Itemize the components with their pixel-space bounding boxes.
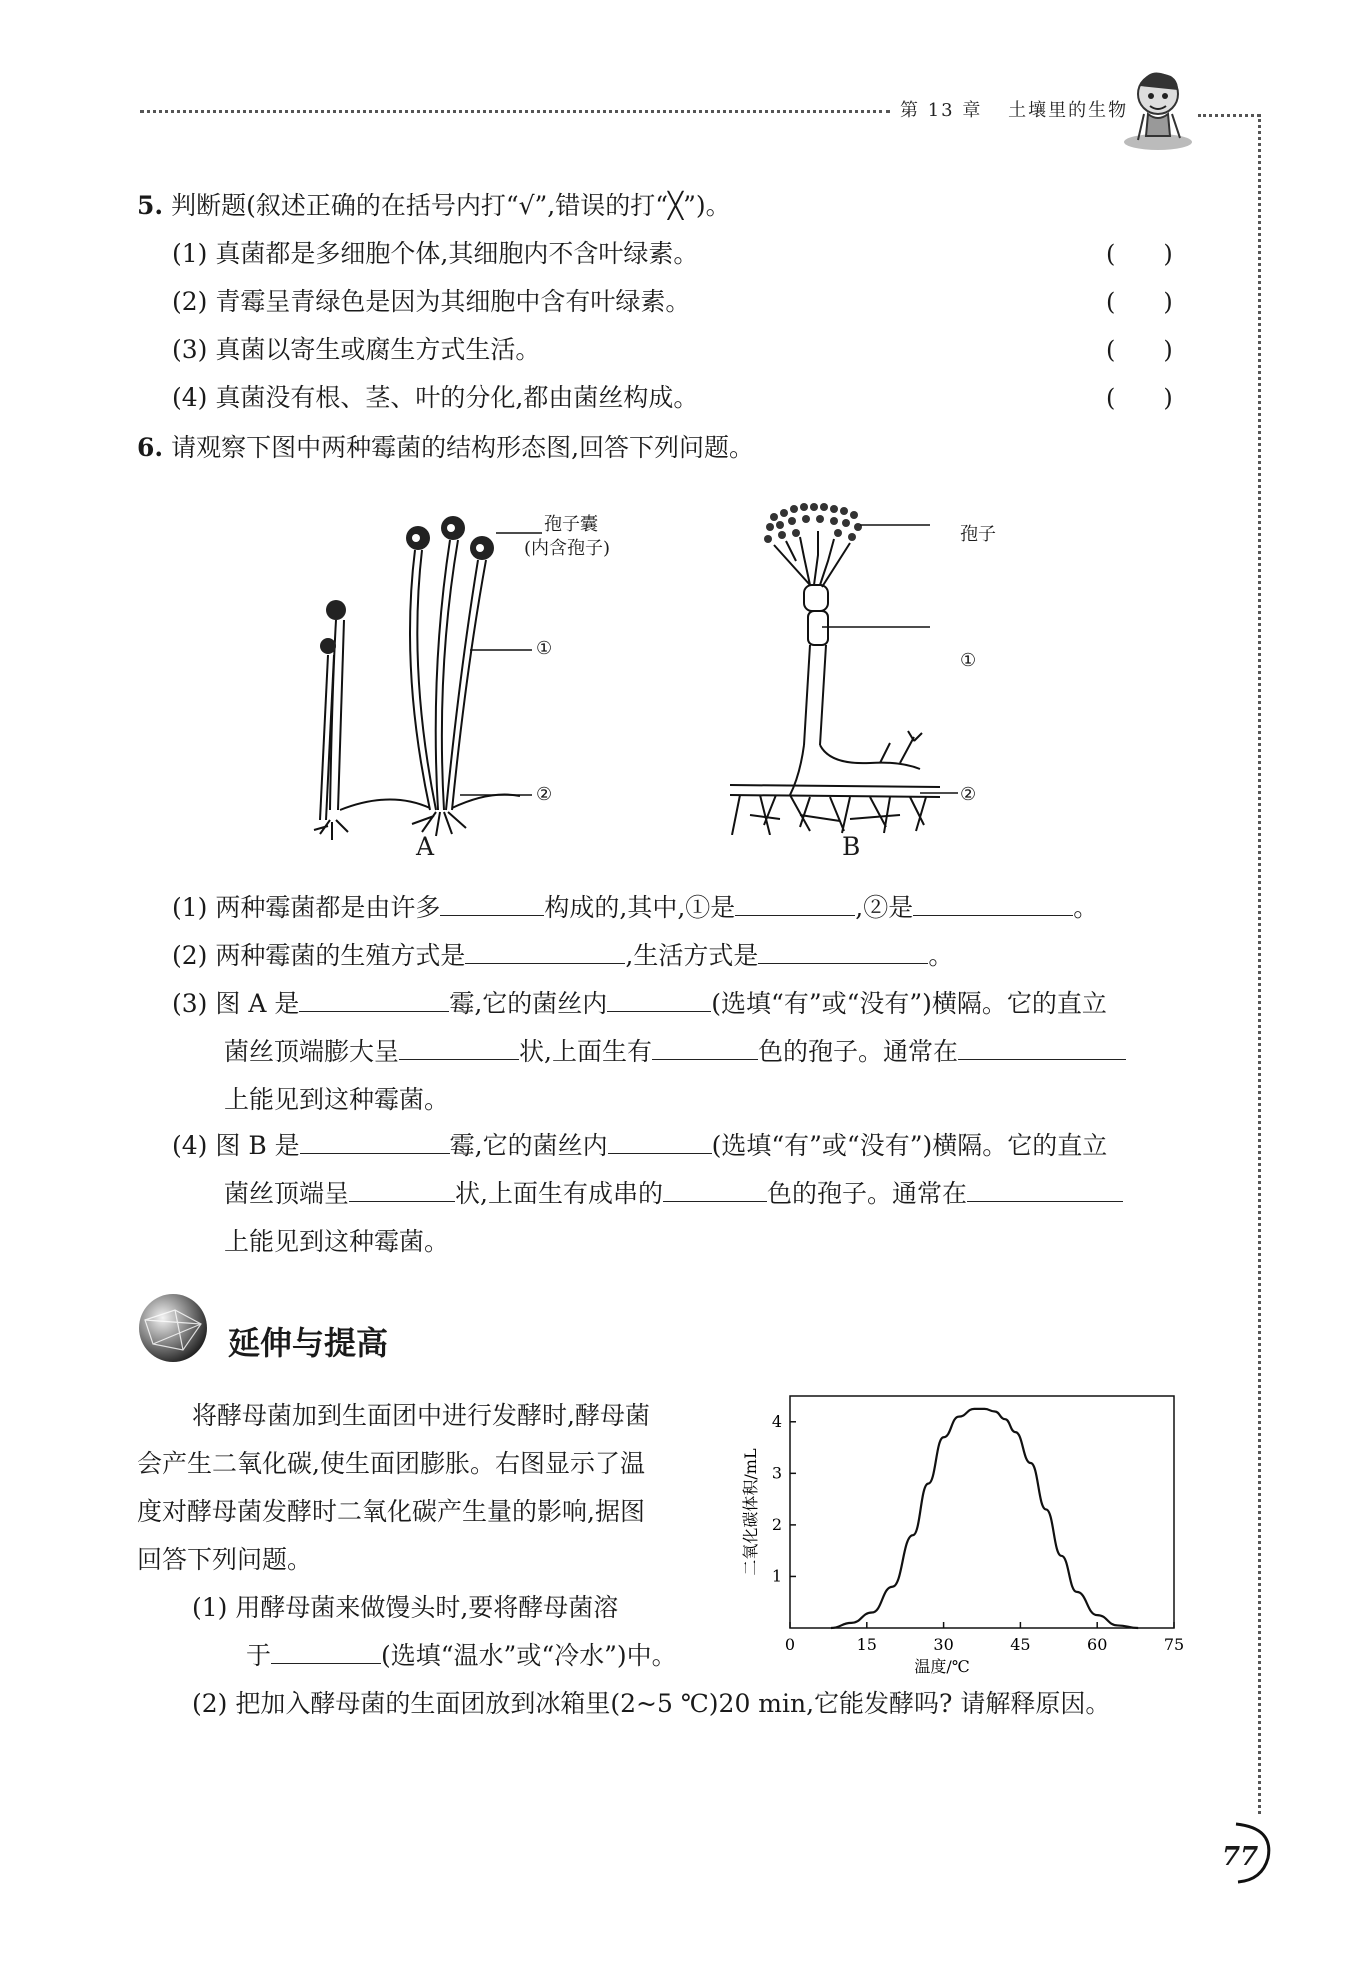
answer-blank[interactable] xyxy=(465,941,625,964)
header-rule xyxy=(140,110,890,113)
answer-blank[interactable] xyxy=(299,989,449,1012)
part-text: 。 xyxy=(928,941,954,970)
y-tick-label: 2 xyxy=(771,1514,782,1534)
subq-1-line-2 xyxy=(246,1636,677,1672)
q6-part-3-line-3: 上能见到这种霉菌。 xyxy=(224,1085,450,1114)
q5-item-4 xyxy=(172,378,698,414)
part-text: 。 xyxy=(1073,893,1099,922)
answer-blank[interactable] xyxy=(349,1179,455,1202)
answer-blank[interactable] xyxy=(399,1037,519,1060)
co2-temperature-chart xyxy=(740,1380,1200,1680)
item-label: (2) xyxy=(172,287,208,316)
part-text: 两种霉菌都是由许多 xyxy=(215,893,441,922)
answer-blank[interactable] xyxy=(967,1179,1123,1202)
item-label: (1) xyxy=(172,239,208,268)
part-label: (4) xyxy=(172,1131,208,1160)
x-tick-label: 45 xyxy=(1010,1635,1031,1654)
answer-paren[interactable]: ( ) xyxy=(1106,288,1173,316)
q5-stem xyxy=(137,186,731,222)
header-rule-right xyxy=(1198,114,1260,117)
q6-part-2 xyxy=(172,936,953,972)
part-text: 色的孢子。通常在 xyxy=(766,1179,967,1208)
answer-blank[interactable] xyxy=(958,1037,1126,1060)
y-tick-label: 3 xyxy=(771,1463,782,1483)
answer-blank[interactable] xyxy=(607,989,711,1012)
answer-blank[interactable] xyxy=(735,893,855,916)
figure-b-mark-1: ① xyxy=(960,650,977,671)
part-text: 菌丝顶端呈 xyxy=(224,1179,350,1208)
part-text: 状,上面生有成串的 xyxy=(455,1179,663,1208)
figure-a-mark-1: ① xyxy=(536,638,553,659)
answer-blank[interactable] xyxy=(271,1641,381,1664)
item-text: 青霉呈青绿色是因为其细胞中含有叶绿素。 xyxy=(215,287,691,316)
part-text: 构成的,其中,①是 xyxy=(544,893,736,922)
item-label: (4) xyxy=(172,383,208,412)
answer-blank[interactable] xyxy=(758,941,928,964)
series-line xyxy=(831,1409,1138,1628)
part-label: (3) xyxy=(172,989,208,1018)
intro-line-1: 将酵母菌加到生面团中进行发酵时,酵母菌 xyxy=(192,1401,650,1430)
intro-line-2: 会产生二氧化碳,使生面团膨胀。右图显示了温 xyxy=(137,1449,645,1478)
part-label: (1) xyxy=(172,893,208,922)
answer-paren[interactable]: ( ) xyxy=(1106,240,1173,268)
chapter-title: 土壤里的生物 xyxy=(1008,100,1129,121)
part-text: 图 B 是 xyxy=(215,1131,300,1160)
item-text: 真菌没有根、茎、叶的分化,都由菌丝构成。 xyxy=(215,383,699,412)
answer-blank[interactable] xyxy=(913,893,1073,916)
part-text: 于 xyxy=(246,1641,272,1670)
x-tick-label: 60 xyxy=(1087,1635,1108,1654)
right-margin-rule xyxy=(1258,114,1261,1814)
q5-item-3 xyxy=(172,330,540,366)
x-tick-label: 15 xyxy=(856,1635,877,1654)
figure-a-caption: A xyxy=(416,832,435,861)
q6-part-1 xyxy=(172,888,1098,924)
running-header xyxy=(900,96,1128,122)
x-tick-label: 75 xyxy=(1163,1635,1185,1654)
label-sporangium: 孢子囊 xyxy=(544,514,598,535)
x-tick-label: 30 xyxy=(933,1635,954,1654)
figure-b-mark-2: ② xyxy=(960,784,977,805)
globe-icon xyxy=(135,1290,211,1366)
item-text: 真菌以寄生或腐生方式生活。 xyxy=(215,335,541,364)
q5-text: 判断题(叙述正确的在括号内打“√”,错误的打“╳”)。 xyxy=(171,191,731,220)
q6-part-3-line-2 xyxy=(224,1032,1126,1068)
part-text: (选填“有”或“没有”)横隔。它的直立 xyxy=(711,1131,1108,1160)
figure-b-penicillium xyxy=(730,495,970,835)
plot-frame xyxy=(790,1396,1174,1628)
part-text: 色的孢子。通常在 xyxy=(757,1037,958,1066)
figure-a-mark-2: ② xyxy=(536,784,553,805)
part-text: 状,上面生有 xyxy=(519,1037,652,1066)
item-label: (3) xyxy=(172,335,208,364)
answer-blank[interactable] xyxy=(652,1037,758,1060)
part-text: 菌丝顶端膨大呈 xyxy=(224,1037,400,1066)
part-text: ,②是 xyxy=(855,893,914,922)
answer-blank[interactable] xyxy=(300,1131,450,1154)
answer-blank[interactable] xyxy=(440,893,544,916)
answer-paren[interactable]: ( ) xyxy=(1106,336,1173,364)
intro-line-3: 度对酵母菌发酵时二氧化碳产生量的影响,据图 xyxy=(137,1497,645,1526)
q6-part-4-line-3: 上能见到这种霉菌。 xyxy=(224,1227,450,1256)
item-text: 真菌都是多细胞个体,其细胞内不含叶绿素。 xyxy=(215,239,699,268)
section-title: 延伸与提高 xyxy=(228,1324,389,1362)
part-text: (选填“有”或“没有”)横隔。它的直立 xyxy=(711,989,1107,1018)
q6-text: 请观察下图中两种霉菌的结构形态图,回答下列问题。 xyxy=(171,433,755,462)
y-tick-label: 4 xyxy=(771,1411,782,1431)
part-text: 两种霉菌的生殖方式是 xyxy=(215,941,466,970)
figure-b-caption: B xyxy=(842,832,861,861)
part-text: 图 A 是 xyxy=(215,989,300,1018)
mascot-icon xyxy=(1118,64,1198,154)
q5-item-2 xyxy=(172,282,690,318)
y-axis-label: 二氧化碳体积/mL xyxy=(741,1448,760,1576)
answer-blank[interactable] xyxy=(608,1131,712,1154)
label-sporangium-note: (内含孢子) xyxy=(524,538,611,559)
part-label: (2) xyxy=(172,941,208,970)
page-number: 77 xyxy=(1222,1842,1259,1872)
subq-1-line-1: (1) 用酵母菌来做馒头时,要将酵母菌溶 xyxy=(192,1593,619,1622)
q6-part-4-line-1 xyxy=(172,1126,1107,1162)
intro-line-4: 回答下列问题。 xyxy=(137,1545,313,1574)
q6-stem xyxy=(137,428,754,464)
subq-2: (2) 把加入酵母菌的生面团放到冰箱里(2~5 ℃)20 min,它能发酵吗? 请解释原因。 xyxy=(192,1689,1111,1718)
q6-part-4-line-2 xyxy=(224,1174,1123,1210)
answer-blank[interactable] xyxy=(663,1179,767,1202)
part-text: 霉,它的菌丝内 xyxy=(449,1131,608,1160)
q5-number: 5. xyxy=(137,191,164,220)
q6-part-3-line-1 xyxy=(172,984,1107,1020)
q6-number: 6. xyxy=(137,433,164,462)
label-spore: 孢子 xyxy=(960,524,996,545)
chapter-number: 第 13 章 xyxy=(900,100,983,121)
x-tick-label: 0 xyxy=(784,1635,796,1654)
q5-item-1 xyxy=(172,234,698,270)
part-text: (选填“温水”或“冷水”)中。 xyxy=(381,1641,677,1670)
answer-paren[interactable]: ( ) xyxy=(1106,384,1173,412)
part-text: 霉,它的菌丝内 xyxy=(449,989,608,1018)
part-text: ,生活方式是 xyxy=(625,941,759,970)
y-tick-label: 1 xyxy=(771,1566,782,1586)
x-axis-label: 温度/℃ xyxy=(914,1657,970,1676)
